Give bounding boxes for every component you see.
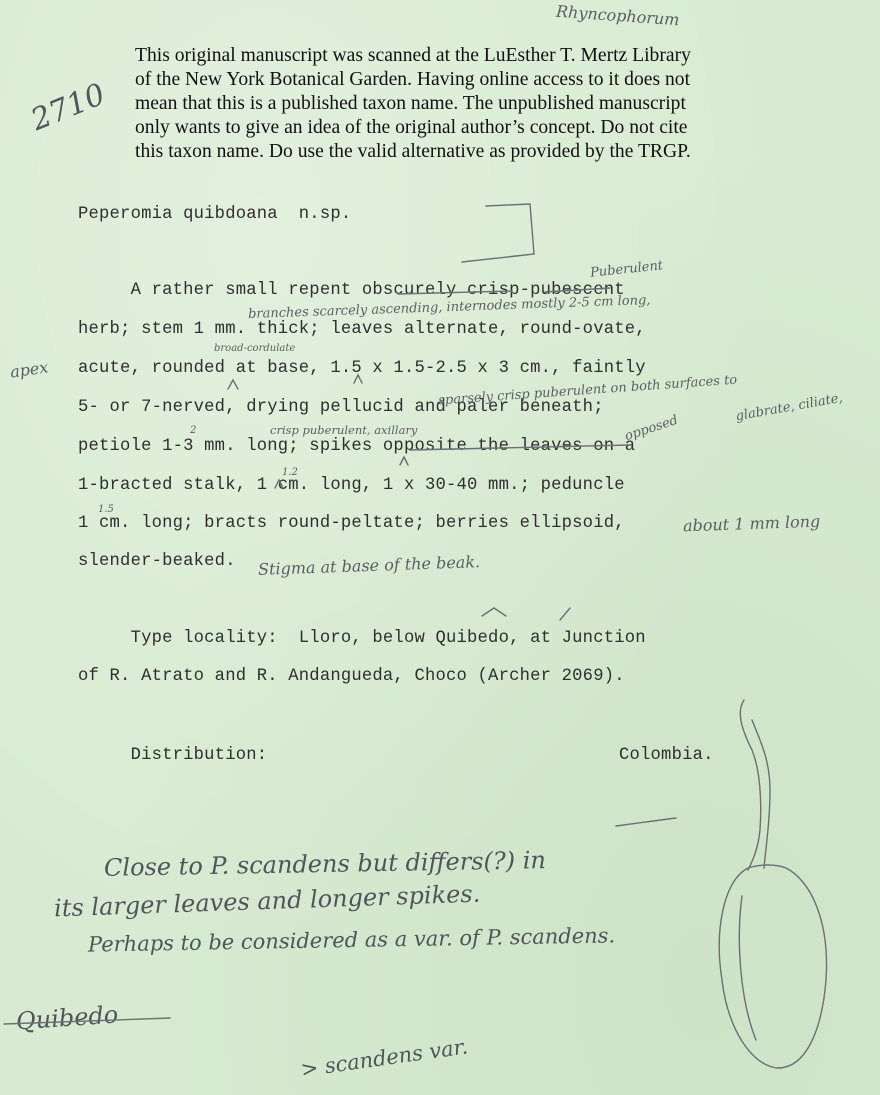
handwritten-bottom-note: > scandens var. <box>299 1034 470 1082</box>
notice-line: only wants to give an idea of the original author’s concept. Do not cite <box>135 117 688 138</box>
description-line: 1 cm. long; bracts round-peltate; berries ellipsoid, <box>78 514 625 533</box>
sketch-berry <box>719 865 826 1068</box>
handwritten-closing-line: Perhaps to be considered as a var. of P. scandens. <box>87 923 616 957</box>
accent-mark <box>560 608 570 620</box>
species-title: Peperomia quibdoana n.sp. <box>78 205 352 224</box>
notice-line: of the New York Botanical Garden. Having online access to it does not <box>135 69 691 90</box>
handwritten-apex: apex <box>8 357 50 382</box>
handwritten-broad-note: broad-cordulate <box>214 343 296 354</box>
strike-opposite <box>410 445 630 450</box>
handwritten-opposed: opposed <box>623 412 680 445</box>
description-line: A rather small repent obscurely crisp-pubescent <box>78 281 625 300</box>
description-line: petiole 1-3 mm. long; spikes opposite the leaves on a <box>78 437 636 456</box>
accent-mark <box>482 608 506 616</box>
handwritten-number: 2710 <box>26 76 111 139</box>
handwritten-stigma-note: Stigma at base of the beak. <box>257 552 481 579</box>
handwritten-closing-line: Close to P. scandens but differs(?) in <box>103 846 547 882</box>
handwritten-petiole-num: 2 <box>190 425 197 436</box>
description-line: slender-beaked. <box>78 552 236 571</box>
handwritten-genus: Rhyncophorum <box>555 1 681 30</box>
sketch-berry-inner <box>739 896 756 1040</box>
caret-mark <box>228 380 238 389</box>
strike-struck-word <box>4 1018 170 1024</box>
distribution-value: Colombia. <box>619 746 714 765</box>
sketch-stroke <box>616 818 676 826</box>
type-locality-line: of R. Atrato and R. Andangueda, Choco (Archer 2069). <box>78 667 625 686</box>
distribution-label: Distribution: <box>78 746 268 765</box>
handwritten-puberulent: Puberulent <box>589 258 664 281</box>
sketch-stalk <box>740 700 760 870</box>
notice-line: this taxon name. Do use the valid alternative as provided by the TRGP. <box>135 141 691 162</box>
caret-mark <box>354 375 362 383</box>
type-locality-line: Type locality: Lloro, below Quibedo, at Junction <box>78 629 646 648</box>
description-line: herb; stem 1 mm. thick; leaves alternate, round-ovate, <box>78 320 646 339</box>
handwritten-berries-note: about 1 mm long <box>682 511 821 536</box>
notice-line: mean that this is a published taxon name. The unpublished manuscript <box>135 93 686 114</box>
handwritten-stalk-num: 1.2 <box>282 467 298 478</box>
handwritten-closing-line: its larger leaves and longer spikes. <box>53 879 481 923</box>
description-line: acute, rounded at base, 1.5 x 1.5-2.5 x 3 cm., faintly <box>78 359 646 378</box>
caret-mark <box>400 457 408 465</box>
handwritten-peduncle-num: 1.5 <box>98 504 114 515</box>
strike-pubescent <box>545 288 610 292</box>
strike-obscurely <box>398 291 512 294</box>
description-line: 1-bracted stalk, 1 cm. long, 1 x 30-40 mm.; peduncle <box>78 476 625 495</box>
handwritten-branches-note: branches scarcely ascending, internodes mostly 2-5 cm long, <box>247 292 651 323</box>
caret-mark <box>275 480 283 488</box>
notice-line: This original manuscript was scanned at the LuEsther T. Mertz Library <box>135 45 691 66</box>
handwritten-crisp-note: crisp puberulent, axillary <box>270 423 418 437</box>
handwritten-struck-word: Quibedo <box>15 1000 120 1036</box>
description-line: 5- or 7-nerved, drying pellucid and paler beneath; <box>78 398 604 417</box>
handwritten-sparsely-note: sparsely crisp puberulent on both surfaces to <box>437 372 738 409</box>
handwritten-glabrate-note: glabrate, ciliate, <box>734 390 844 425</box>
title-bracket-mark <box>462 204 534 262</box>
